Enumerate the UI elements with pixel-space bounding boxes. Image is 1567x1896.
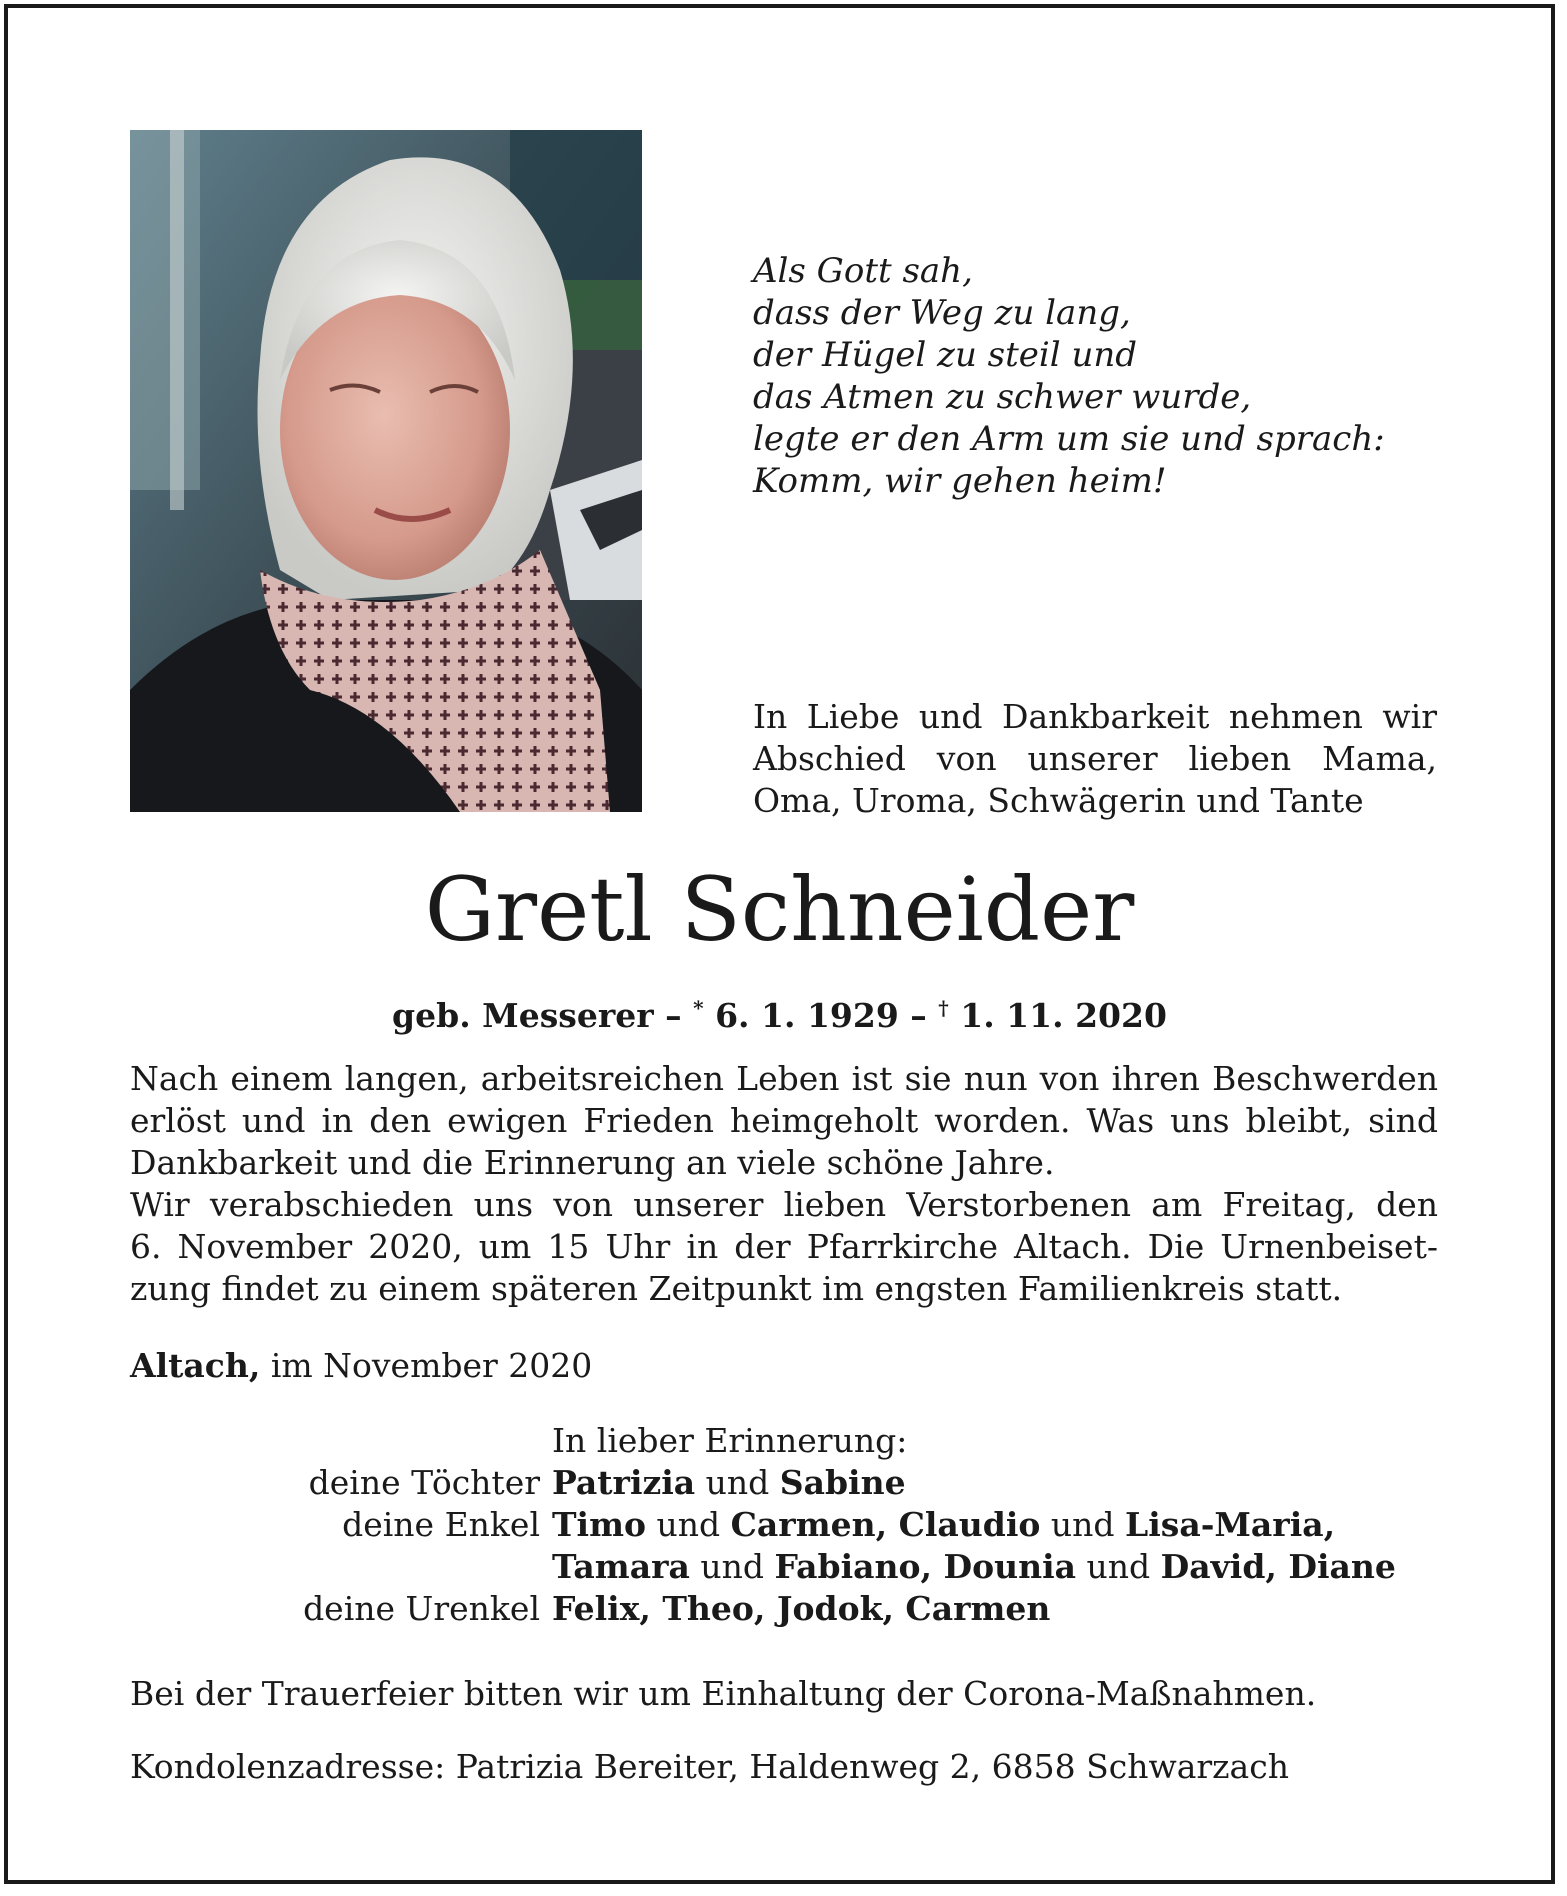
intro-line: Oma, Uroma, Schwägerin und Tante — [753, 781, 1364, 820]
mourners-row-daughters — [130, 1462, 1450, 1504]
poem-line: Als Gott sah, — [753, 251, 973, 291]
death-cross-icon: † — [938, 996, 949, 1020]
birth-star-icon: * — [693, 996, 704, 1020]
mourner-name: Fabiano, Dounia — [774, 1547, 1076, 1586]
conjunction: und — [695, 1463, 780, 1502]
body-line: Wir verabschieden uns von unserer lieben Verstorbenen am Freitag, den — [130, 1185, 1438, 1224]
mourners-label-spacer — [130, 1420, 552, 1462]
mourner-name: Patrizia — [552, 1463, 696, 1502]
daughters-names — [552, 1462, 906, 1504]
poem-line: Komm, wir gehen heim! — [753, 461, 1167, 501]
conjunction: und — [1040, 1505, 1125, 1544]
mourners-list — [130, 1420, 1450, 1630]
place-date: im November 2020 — [260, 1346, 593, 1385]
mourners-heading: In lieber Erinnerung: — [552, 1421, 908, 1460]
dash-separator: – — [898, 996, 939, 1035]
maiden-name: geb. Messerer — [392, 996, 654, 1035]
mourner-name: Felix, Theo, Jodok, Carmen — [552, 1589, 1051, 1628]
poem-line: dass der Weg zu lang, — [753, 293, 1131, 333]
intro-line: Abschied von unserer lieben Mama, — [753, 739, 1437, 778]
body-line: erlöst und in den ewigen Frieden heimgeholt worden. Was uns bleibt, sind — [130, 1101, 1438, 1140]
farewell-intro — [753, 696, 1437, 822]
dash-separator: – — [653, 996, 694, 1035]
conjunction: und — [646, 1505, 731, 1544]
greatgrandchildren-label: deine Urenkel — [303, 1589, 540, 1628]
portrait-photo — [130, 130, 642, 812]
birth-date: 6. 1. 1929 — [703, 996, 899, 1035]
place-date-line — [130, 1345, 592, 1387]
grandchildren-names — [552, 1546, 1396, 1588]
place-town: Altach, — [130, 1346, 261, 1385]
grandchildren-label: deine Enkel — [342, 1505, 540, 1544]
mourner-name: David, Diane — [1160, 1547, 1396, 1586]
mourner-name: Lisa-Maria, — [1125, 1505, 1336, 1544]
poem-verse — [753, 250, 1453, 502]
mourners-row-grandchildren — [130, 1504, 1450, 1546]
body-line: Nach einem langen, arbeitsreichen Leben ist sie nun von ihren Beschwerden — [130, 1059, 1438, 1098]
mourners-row-greatgrandchildren — [130, 1588, 1450, 1630]
life-dates — [0, 988, 1559, 1036]
conjunction: und — [1076, 1547, 1161, 1586]
mourner-name: Timo — [552, 1505, 647, 1544]
intro-line: In Liebe und Dankbarkeit nehmen wir — [753, 697, 1437, 736]
poem-line: das Atmen zu schwer wurde, — [753, 377, 1252, 417]
conjunction: und — [689, 1547, 775, 1586]
grandchildren-names — [552, 1504, 1335, 1546]
body-line: Dankbarkeit und die Erinnerung an viele schöne Jahre. — [130, 1143, 1055, 1182]
poem-line: der Hügel zu steil und — [753, 335, 1138, 375]
mourners-label-spacer — [130, 1546, 552, 1588]
corona-note: Bei der Trauerfeier bitten wir um Einhaltung der Corona-Maßnahmen. — [130, 1674, 1317, 1713]
deceased-name: Gretl Schneider — [424, 858, 1135, 961]
condolence-address: Kondolenzadresse: Patrizia Bereiter, Haldenweg 2, 6858 Schwarzach — [130, 1747, 1289, 1786]
greatgrandchildren-names — [552, 1588, 1050, 1630]
body-paragraph — [130, 1058, 1438, 1310]
body-line: zung findet zu einem späteren Zeitpunkt im engsten Familienkreis statt. — [130, 1269, 1343, 1308]
death-date: 1. 11. 2020 — [948, 996, 1167, 1035]
body-line: 6. November 2020, um 15 Uhr in der Pfarrkirche Altach. Die Urnenbeiset- — [130, 1227, 1438, 1266]
mourner-name: Sabine — [779, 1463, 906, 1502]
daughters-label: deine Töchter — [308, 1463, 540, 1502]
poem-line: legte er den Arm um sie und sprach: — [753, 419, 1385, 459]
mourner-name: Tamara — [552, 1547, 690, 1586]
mourners-row-grandchildren-cont — [130, 1546, 1450, 1588]
mourners-heading-row — [130, 1420, 1450, 1462]
mourner-name: Carmen, Claudio — [730, 1505, 1041, 1544]
